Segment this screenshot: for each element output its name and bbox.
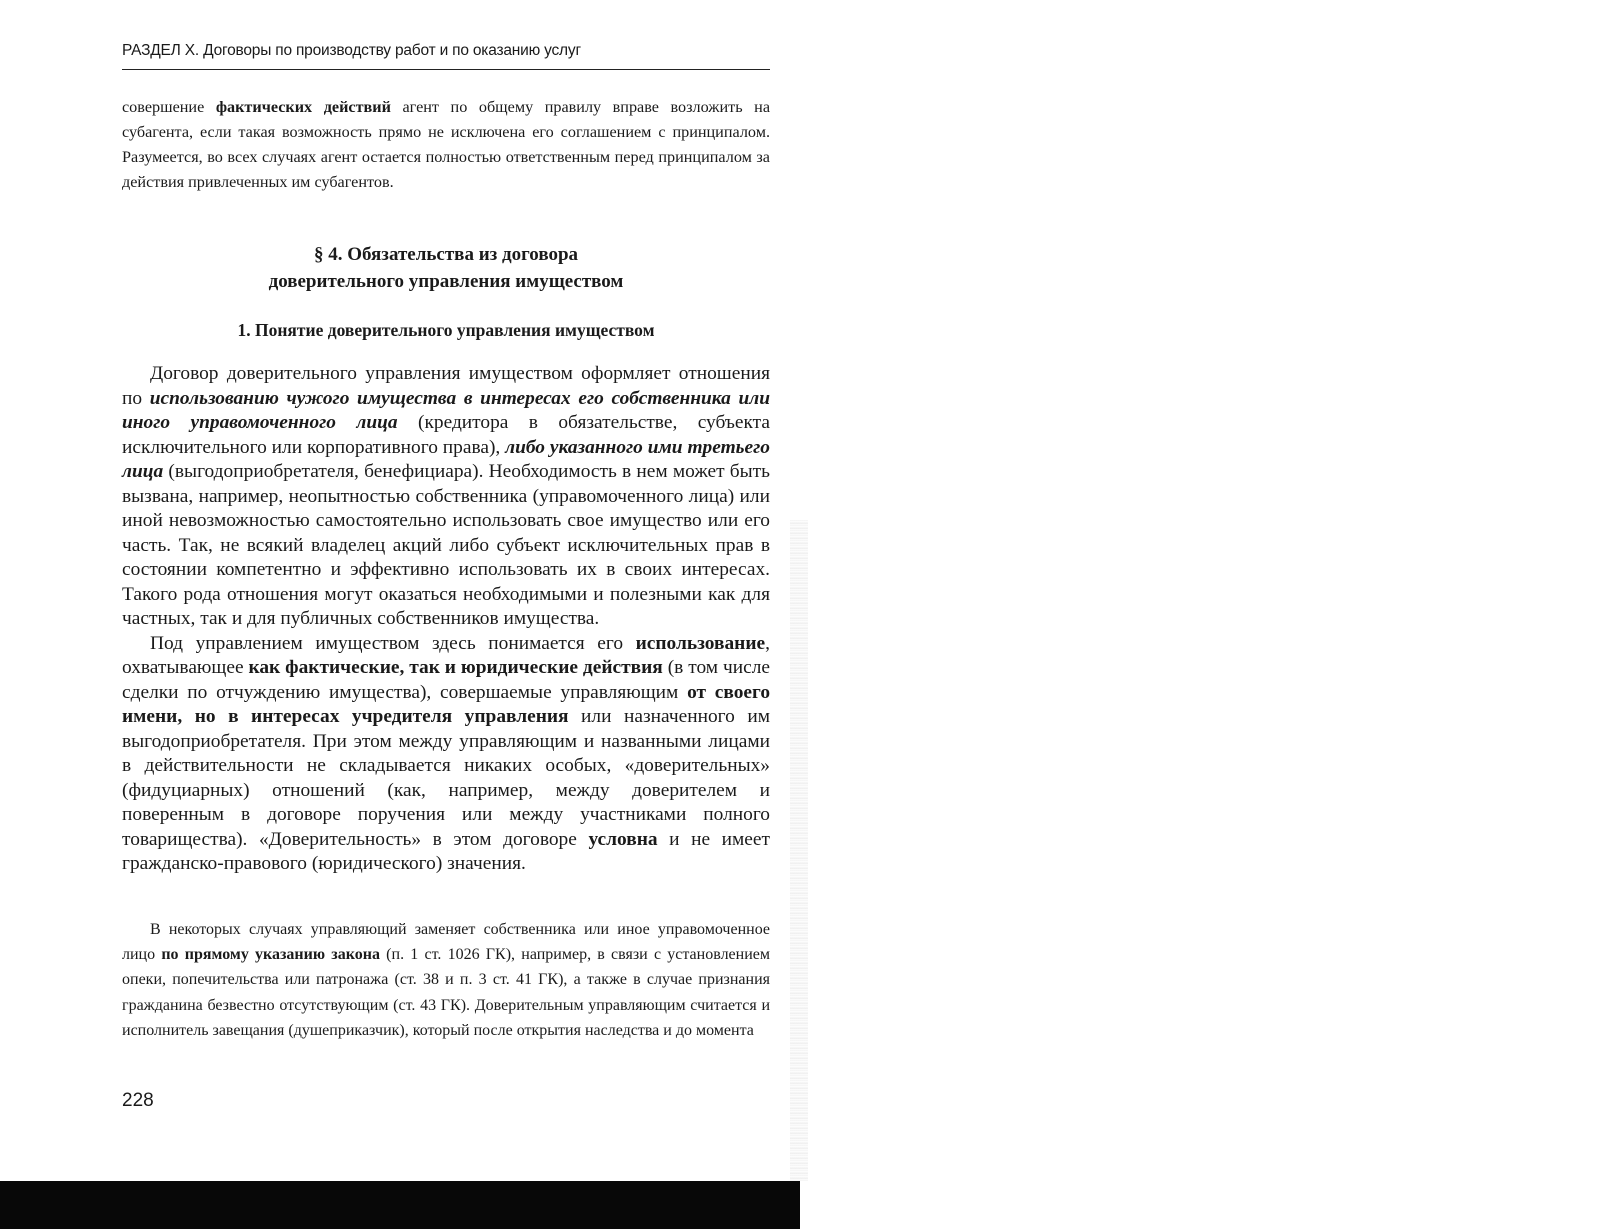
body-paragraph-1 (122, 362, 770, 632)
text-run: либо указанного ими третьего лица (122, 436, 770, 482)
text-run: от своего имени, но в интересах учредителя управления (122, 681, 771, 727)
text-run: , охватывающее (122, 632, 770, 678)
intro-paragraph (122, 95, 770, 195)
subsection-title: 1. Понятие доверительного управления имуществом (237, 320, 655, 340)
text-run: В некоторых случаях управляющий заменяет собственника или иное управомоченное лицо (122, 921, 770, 964)
scan-bottom-edge (0, 1181, 800, 1229)
body-paragraph-2 (122, 632, 770, 877)
text-run: (п. 1 ст. 1026 ГК), например, в связи с установлением опеки, попечительства или патронажа (ст. 38 и п. 3 ст. 41 ГК), а также в случае признания гражданина безвестно отсутствующим (ст. 43 ГК). Доверительным управляющим считается и исполнитель завещания (душеприказчик), который после открытия наследства и до момента (122, 946, 771, 1039)
text-run: (в том числе сделки по отчуждению имущества), совершаемые управляющим (122, 657, 770, 703)
small-print-paragraph (122, 917, 770, 1043)
section-title-line-1: § 4. Обязательства из договора (313, 244, 579, 265)
section-title (122, 241, 770, 295)
text-run: использование (635, 632, 766, 654)
text-run: и не имеет гражданско-правового (юридического) значения. (122, 828, 770, 874)
header-rule (122, 69, 770, 70)
small-print-body (122, 917, 770, 1043)
text-run: (выгодоприобретателя, бенефициара). Необходимость в нем может быть вызвана, например, неопытностью собственника (управомоченного лица) или иной невозможностью самостоятельно использовать свое имущество или его часть. Так, не всякий владелец акций либо субъект исключительных прав в состоянии компетентно и эффективно использовать их в своих интересах. Такого рода отношения могут оказаться необходимыми и полезными как для частных, так и для публичных собственников имущества. (122, 461, 770, 629)
text-run: агент по общему правилу вправе возложить на субагента, если такая возможность прямо не исключена его соглашением с принципалом. Разумеется, во всех случаях агент остается полностью ответственным перед принципалом за действия привлеченных им субагентов. (122, 98, 770, 191)
text-run: фактических действий (215, 98, 391, 116)
main-body (122, 362, 770, 877)
text-run: совершение (122, 98, 216, 116)
text-run: Договор доверительного управления имуществом оформляет отношения по (122, 363, 770, 409)
text-run: условна (588, 828, 658, 850)
scan-gutter-shadow (790, 520, 808, 1181)
running-head: РАЗДЕЛ X. Договоры по производству работ и по оказанию услуг (122, 42, 581, 59)
text-run: или назначенного им выгодоприобретателя. При этом между управляющим и названными лицами в действительности не складывается никаких особых, «доверительных» (фидуциарных) отношений (как, например, между доверителем и поверенным в договоре поручения или между участниками полного товарищества). «Доверительность» в этом договоре (122, 706, 770, 850)
section-title-line-2: доверительного управления имуществом (268, 271, 624, 292)
text-run: использованию чужого имущества в интересах его собственника или иного управомоченного лица (122, 387, 770, 433)
page-number: 228 (122, 1090, 154, 1111)
text-run: (кредитора в обязательстве, субъекта исключительного или корпоративного права), (122, 412, 770, 458)
text-run: Под управлением имуществом здесь понимается его (150, 632, 636, 654)
text-run: как фактические, так и юридические действия (248, 657, 663, 678)
text-run: по прямому указанию закона (161, 946, 380, 964)
